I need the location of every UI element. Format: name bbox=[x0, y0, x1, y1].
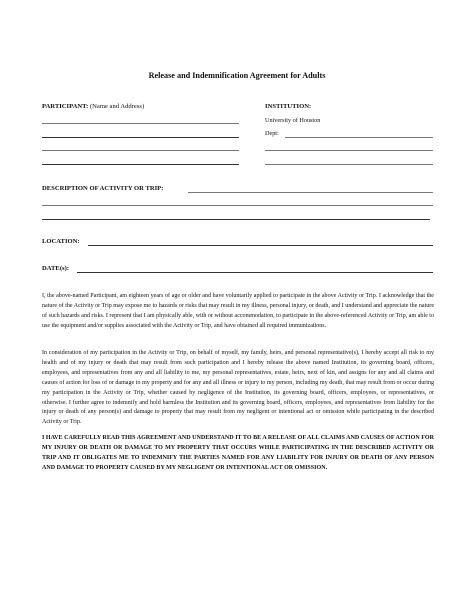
participant-sublabel: (Name and Address) bbox=[89, 103, 145, 110]
institution-field-3[interactable] bbox=[265, 164, 433, 165]
description-field-2[interactable] bbox=[42, 205, 433, 206]
document-title: Release and Indemnification Agreement for Adults bbox=[148, 71, 326, 80]
participant-name-field[interactable] bbox=[42, 123, 239, 124]
release-acknowledgement: I HAVE CAREFULLY READ THIS AGREEMENT AND UNDERSTAND IT TO BE A RELEASE OF ALL CLAIMS AND CAUSES OF ACTION FOR MY INJURY OR DEATH OR DAMAGE TO MY PROPERTY THAT OCCURS WHILE PARTICIPATING IN THE DESCRIBED ACTIVITY OR TRIP AND IT OBLIGATES ME TO INDEMNIFY THE PARTIES NAMED FOR ANY LIABILITY FOR INJURY OR DEATH OF ANY PERSON AND DAMAGE TO PROPERTY CAUSED BY MY NEGLIGENT OR INTENTIONAL ACT OR OMISSION. bbox=[42, 435, 434, 471]
institution-name: University of Houston bbox=[265, 117, 321, 124]
location-label: LOCATION: bbox=[42, 238, 80, 245]
dates-field[interactable] bbox=[77, 272, 433, 273]
acknowledgment-paragraph: I, the above-named Participant, am eighteen years of age or older and have voluntarily applied to participate in the above Activity or Trip. I acknowledge that the nature of the Activity or Trip may expose me to hazards or risks that may result in my illness, personal injury, or death, and I understand and appreciate the nature of such hazards and risks. I represent that I am physically able, with or without accommodation, to participate in the above-referenced Activity or Trip, am able to use the equipment and/or supplies associated with the Activity or Trip, and have obtained all required immunizations. bbox=[42, 293, 434, 329]
participant-address-field-3[interactable] bbox=[42, 164, 239, 165]
institution-field-2[interactable] bbox=[265, 150, 433, 151]
location-field[interactable] bbox=[88, 245, 433, 246]
institution-label: INSTITUTION: bbox=[265, 103, 312, 110]
description-field-1[interactable] bbox=[188, 192, 433, 193]
description-field-3[interactable] bbox=[42, 219, 430, 220]
participant-address-field-1[interactable] bbox=[42, 137, 239, 138]
institution-dept-field[interactable] bbox=[285, 137, 433, 138]
participant-label: PARTICIPANT: bbox=[42, 103, 89, 110]
release-paragraph: In consideration of my participation in the Activity or Trip, on behalf of myself, my family, heirs, and personal representative(s), I hereby accept all risk to my health and of my injury or death that may result from such participation and I hereby release the above named Institution, its governing board, officers, employees, and representatives from any and all liability to me, my personal representatives, estate, heirs, next of kin, and assigns for any and all claims and causes of action for loss of or damage to my property and for any and all illness or injury to my person, including my death, that may result from or occur during my participation in the Activity or Trip, whether caused by negligence of the Institution, its governing board, officers, employees, or representatives, or otherwise. I further agree to indemnify and hold harmless the Institution and its governing board, officers, employees, and representatives from liability for the injury or death of any person(s) and damage to property that may result from my negligent or intentional act or omission while participating in the described Activity or Trip. bbox=[42, 350, 434, 426]
participant-address-field-2[interactable] bbox=[42, 150, 239, 151]
description-label: DESCRIPTION OF ACTIVITY OR TRIP: bbox=[42, 185, 164, 192]
institution-dept-label: Dept: bbox=[265, 130, 279, 137]
participant-label-group bbox=[42, 103, 144, 110]
dates-label: DATE(s): bbox=[42, 265, 69, 272]
